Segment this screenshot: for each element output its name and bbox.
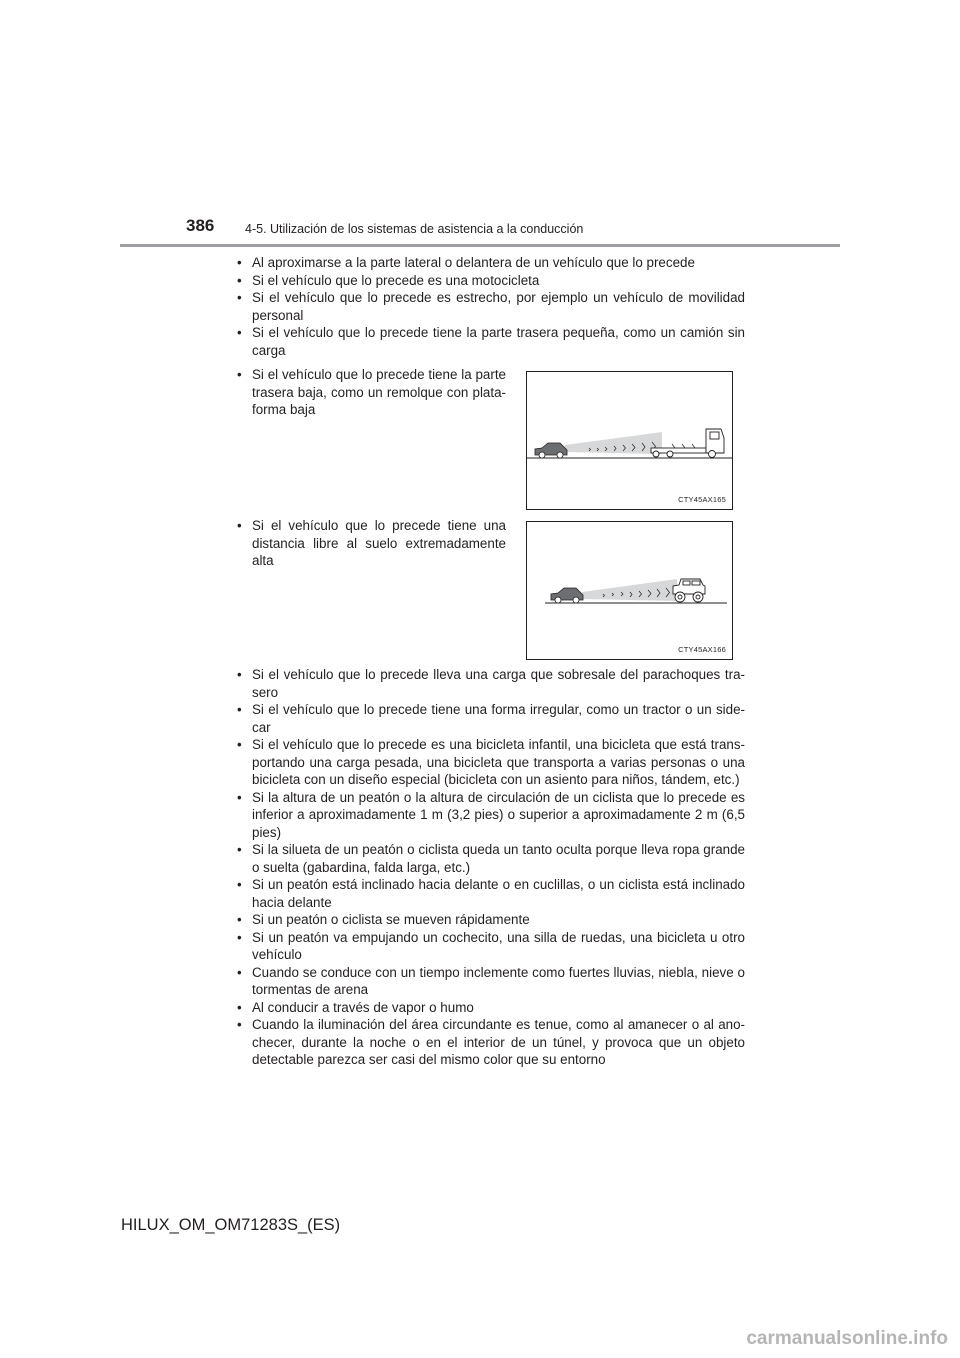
list-item: • Si el vehículo que lo precede tiene la parte trasera pequeña, como un camión sin carga	[230, 324, 745, 359]
list-item: • Si el vehículo que lo precede lleva una carga que sobresale del parachoques tra-sero	[230, 666, 745, 701]
list-item: • Si el vehículo que lo precede es una bicicleta infantil, una bicicleta que está trans-portando una carga pesada, una bicicleta que transporta a varias personas o una bicicleta con un diseño especial (bicicleta con un asiento para niños, tándem, etc.)	[230, 736, 745, 789]
bullet-list-figure-2	[230, 517, 506, 570]
list-item: • Si el vehículo que lo precede es estrecho, por ejemplo un vehículo de movilidad personal	[230, 289, 745, 324]
figure-code: CTY45AX166	[678, 645, 726, 654]
list-item: • Si el vehículo que lo precede tiene una distancia libre al suelo extremadamente alta	[230, 517, 506, 570]
radar-suv-diagram	[527, 522, 732, 659]
section-title: 4-5. Utilización de los sistemas de asistencia a la conducción	[245, 222, 584, 236]
illustration-high-clearance	[526, 521, 733, 660]
figure-code: CTY45AX165	[678, 495, 726, 504]
list-item: • Si el vehículo que lo precede tiene la parte trasera baja, como un remolque con plata-forma baja	[230, 366, 506, 419]
header-divider	[120, 244, 840, 247]
document-code: HILUX_OM_OM71283S_(ES)	[121, 1216, 341, 1234]
list-item: • Si el vehículo que lo precede tiene una forma irregular, como un tractor o un side-car	[230, 701, 745, 736]
bullet-list-bottom	[230, 666, 745, 1069]
list-item: • Si un peatón o ciclista se mueven rápidamente	[230, 911, 745, 929]
page-number: 386	[186, 216, 215, 235]
radar-trailer-diagram	[527, 372, 732, 509]
list-item: • Al aproximarse a la parte lateral o delantera de un vehículo que lo precede	[230, 254, 745, 272]
bullet-list-figure-1	[230, 366, 506, 419]
list-item: • Si un peatón está inclinado hacia delante o en cuclillas, o un ciclista está inclinado hacia delante	[230, 876, 745, 911]
suv-icon	[673, 579, 705, 602]
list-item: • Si la altura de un peatón o la altura de circulación de un ciclista que lo precede es inferior a aproximadamente 1 m (3,2 pies) o superior a aproximadamente 2 m (6,5 pies)	[230, 789, 745, 842]
car-icon	[551, 588, 583, 603]
car-icon	[535, 443, 567, 458]
watermark: carmanualsonline.info	[746, 1328, 948, 1349]
list-item: • Si el vehículo que lo precede es una motocicleta	[230, 272, 745, 290]
list-item: • Cuando la iluminación del área circundante es tenue, como al amanecer o al ano-checer, durante la noche o en el interior de un túnel, y provoca que un objeto detectable parezca ser casi del mismo color que su entorno	[230, 1016, 745, 1069]
list-item: • Si un peatón va empujando un cochecito, una silla de ruedas, una bicicleta u otro vehículo	[230, 929, 745, 964]
list-item: • Al conducir a través de vapor o humo	[230, 999, 745, 1017]
list-item: • Cuando se conduce con un tiempo inclemente como fuertes lluvias, niebla, nieve o tormentas de arena	[230, 964, 745, 999]
illustration-low-trailer	[526, 371, 733, 510]
bullet-list-top	[230, 254, 745, 359]
list-item: • Si la silueta de un peatón o ciclista queda un tanto oculta porque lleva ropa grande o suelta (gabardina, falda larga, etc.)	[230, 841, 745, 876]
